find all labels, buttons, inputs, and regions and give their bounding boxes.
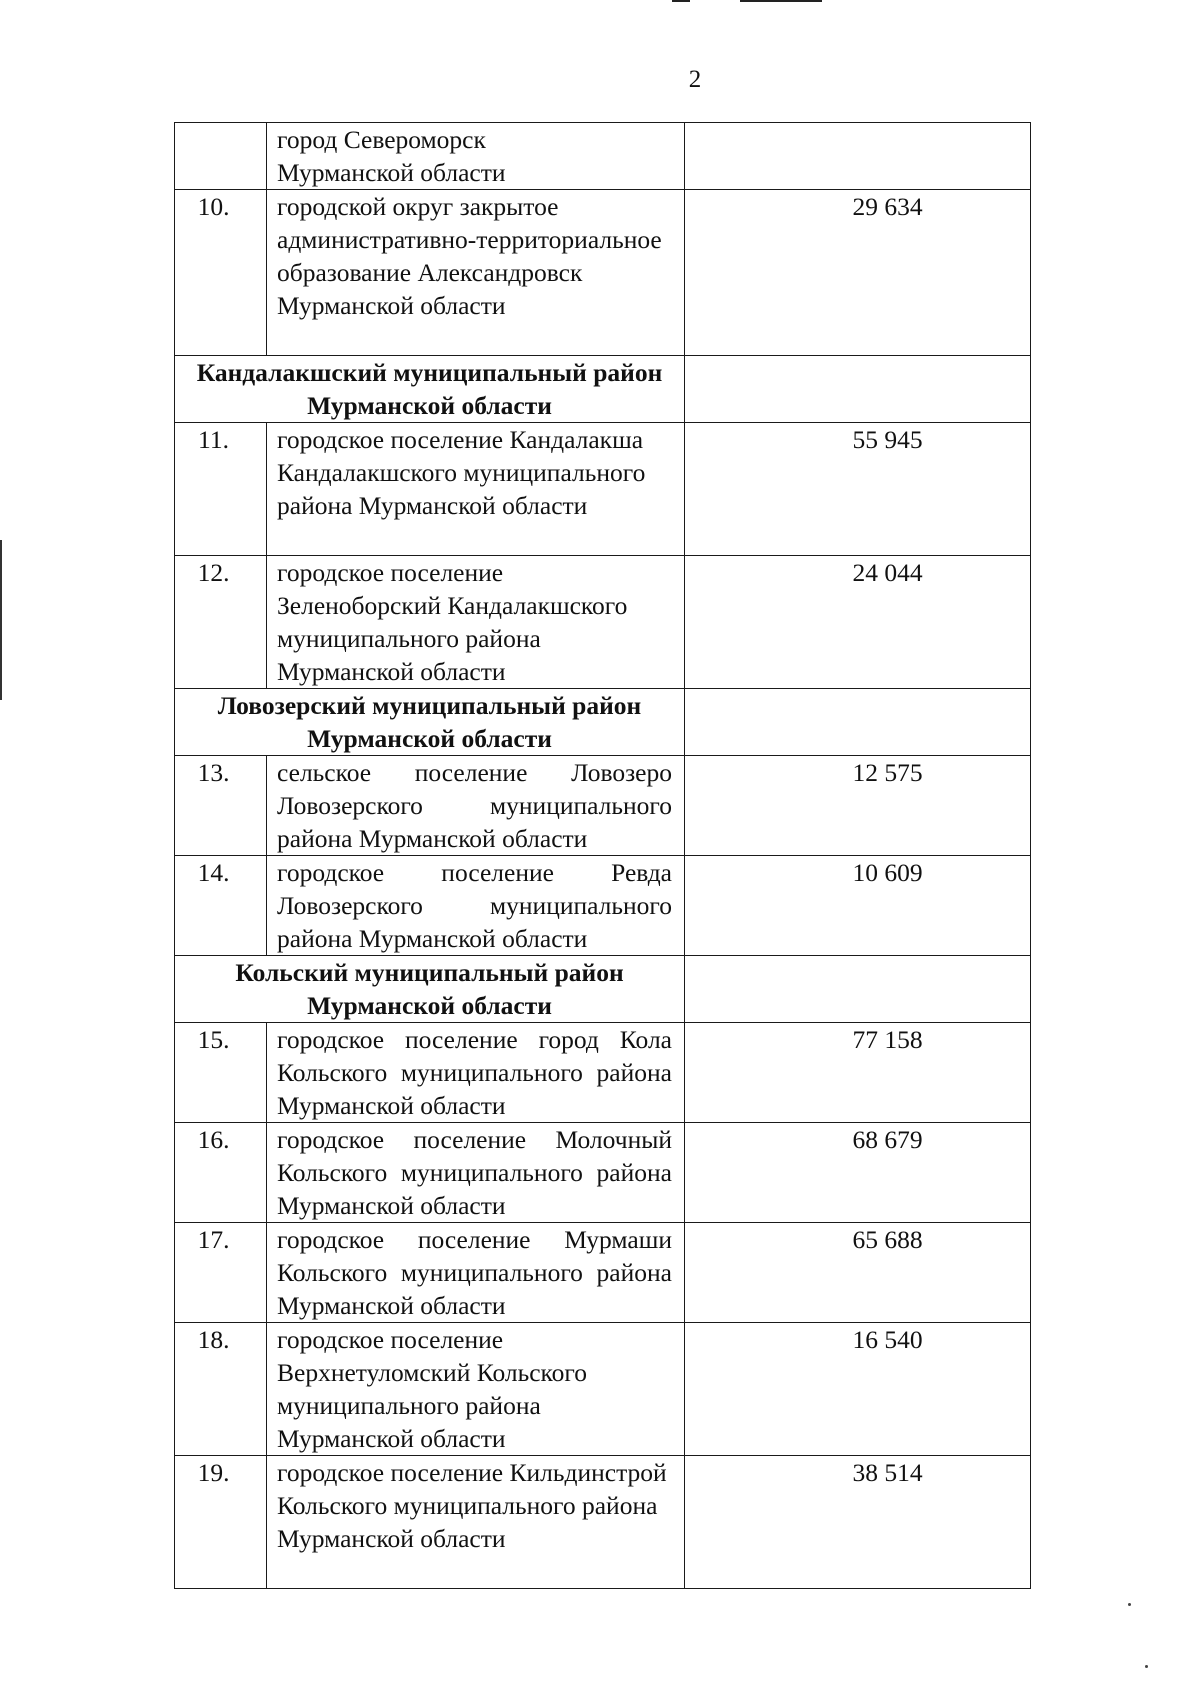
- row-number: 10.: [175, 190, 267, 356]
- row-value: 68 679: [685, 1123, 1031, 1223]
- row-value: 77 158: [685, 1023, 1031, 1123]
- table-row: [175, 423, 1031, 556]
- municipality-name: городское поселение город Кола Кольского муниципального района Мурманской области: [267, 1023, 685, 1123]
- row-value: 29 634: [685, 190, 1031, 356]
- group-value: [685, 689, 1031, 756]
- municipality-name: городское поселение Мурмаши Кольского муниципального района Мурманской области: [267, 1223, 685, 1323]
- group-value: [685, 956, 1031, 1023]
- table-row: [175, 756, 1031, 856]
- row-number: 12.: [175, 556, 267, 689]
- row-value: 10 609: [685, 856, 1031, 956]
- page-number: 2: [688, 66, 702, 93]
- group-row: [175, 956, 1031, 1023]
- row-number: 11.: [175, 423, 267, 556]
- row-value: 16 540: [685, 1323, 1031, 1456]
- scan-mark-left: [0, 540, 2, 700]
- municipality-name: городской округ закрытое административно-территориальное образование Александровск Мурманской области: [267, 190, 685, 356]
- row-value: 12 575: [685, 756, 1031, 856]
- group-value: [685, 356, 1031, 423]
- row-number: 19.: [175, 1456, 267, 1589]
- table-row: [175, 1456, 1031, 1589]
- municipality-name: городское поселение Верхнетуломский Кольского муниципального района Мурманской области: [267, 1323, 685, 1456]
- table-row: [175, 1123, 1031, 1223]
- row-number: 16.: [175, 1123, 267, 1223]
- municipality-name: сельское поселение Ловозеро Ловозерского муниципального района Мурманской области: [267, 756, 685, 856]
- row-value: 65 688: [685, 1223, 1031, 1323]
- scan-dot: [1128, 1603, 1131, 1606]
- table-row: [175, 1323, 1031, 1456]
- municipality-name: городское поселение Ревда Ловозерского муниципального района Мурманской области: [267, 856, 685, 956]
- group-row: [175, 689, 1031, 756]
- scan-dot: [1145, 1665, 1148, 1668]
- row-number: 18.: [175, 1323, 267, 1456]
- group-heading: Кольский муниципальный район Мурманской области: [175, 956, 685, 1023]
- scan-mark-top-small: [672, 0, 690, 2]
- table-row: [175, 190, 1031, 356]
- row-value: 38 514: [685, 1456, 1031, 1589]
- municipality-name: городское поселение Молочный Кольского муниципального района Мурманской области: [267, 1123, 685, 1223]
- municipality-name: городское поселение Кильдинстрой Кольского муниципального района Мурманской области: [267, 1456, 685, 1589]
- row-number: 14.: [175, 856, 267, 956]
- table-row: [175, 123, 1031, 190]
- table-row: [175, 856, 1031, 956]
- table-row: [175, 1223, 1031, 1323]
- group-heading: Ловозерский муниципальный район Мурманской области: [175, 689, 685, 756]
- row-value: 24 044: [685, 556, 1031, 689]
- row-value: [685, 123, 1031, 190]
- row-number: 13.: [175, 756, 267, 856]
- table-row: [175, 1023, 1031, 1123]
- municipality-name: город Североморск Мурманской области: [267, 123, 685, 190]
- municipality-name: городское поселение Зеленоборский Кандалакшского муниципального района Мурманской области: [267, 556, 685, 689]
- table-row: [175, 556, 1031, 689]
- row-number: 17.: [175, 1223, 267, 1323]
- municipality-name: городское поселение Кандалакша Кандалакшского муниципального района Мурманской области: [267, 423, 685, 556]
- municipal-table: [174, 122, 1031, 1589]
- group-row: [175, 356, 1031, 423]
- row-number: [175, 123, 267, 190]
- row-number: 15.: [175, 1023, 267, 1123]
- scan-mark-top: [740, 0, 822, 2]
- row-value: 55 945: [685, 423, 1031, 556]
- group-heading: Кандалакшский муниципальный район Мурманской области: [175, 356, 685, 423]
